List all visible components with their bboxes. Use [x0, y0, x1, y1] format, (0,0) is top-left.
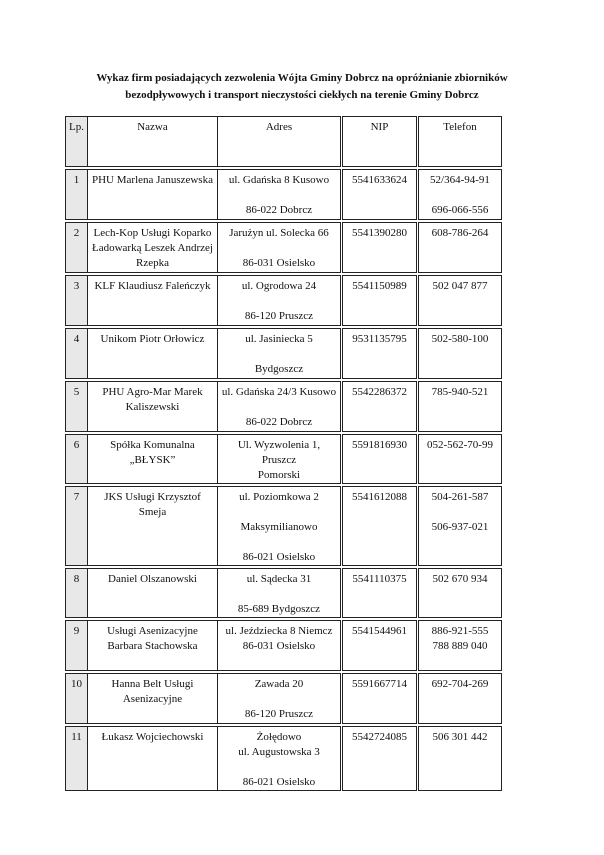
phone-line: 785-940-521 — [431, 386, 489, 398]
address-line: 86-031 Osielsko — [242, 640, 316, 652]
address-line: ul. Sądecka 31 — [246, 573, 312, 585]
header-name: Nazwa — [87, 117, 217, 167]
address-line: 86-022 Dobrcz — [245, 416, 313, 428]
address-line: ul. Jeździecka 8 Niemcz — [225, 625, 333, 637]
row-lp: 7 — [66, 487, 88, 566]
table-row — [66, 170, 502, 220]
row-name — [87, 487, 217, 566]
row-address — [217, 569, 341, 618]
address-line: ul. Gdańska 24/3 Kusowo — [221, 386, 337, 398]
phone-line: 788 889 040 — [432, 640, 488, 652]
address-line: 85-689 Bydgoszcz — [237, 603, 321, 615]
companies-table — [65, 116, 502, 791]
name-line: PHU Agro-Mar Marek — [102, 386, 203, 398]
name-line: Hanna Belt Usługi — [111, 678, 194, 690]
row-address — [217, 276, 341, 326]
address-line: ul. Jasiniecka 5 — [245, 333, 313, 345]
row-name — [87, 727, 217, 791]
name-line: PHU Marlena Januszewska — [92, 174, 213, 186]
name-line: Barbara Stachowska — [107, 640, 198, 652]
address-line — [221, 692, 337, 707]
row-lp: 9 — [66, 621, 88, 671]
row-name — [87, 621, 217, 671]
row-address — [217, 674, 341, 724]
address-line — [221, 587, 337, 602]
address-line: ul. Augustowska 3 — [238, 746, 320, 758]
row-phone — [417, 276, 501, 326]
row-address — [217, 435, 341, 484]
table-header-row — [66, 117, 502, 167]
row-phone — [417, 621, 501, 671]
row-name — [87, 435, 217, 484]
address-line: 86-120 Pruszcz — [244, 708, 314, 720]
row-address — [217, 487, 341, 566]
row-phone — [417, 674, 501, 724]
row-lp: 1 — [66, 170, 88, 220]
header-address: Adres — [217, 117, 341, 167]
address-line: Ul. Wyzwolenia 1, Pruszcz — [237, 439, 321, 466]
row-lp: 2 — [66, 223, 88, 273]
row-name — [87, 223, 217, 273]
phone-line: 886-921-555 — [431, 625, 489, 637]
row-nip: 5541150989 — [341, 276, 417, 326]
row-nip: 5541544961 — [341, 621, 417, 671]
address-line: 86-120 Pruszcz — [244, 310, 314, 322]
row-address — [217, 170, 341, 220]
row-phone — [417, 382, 501, 432]
address-line: Bydgoszcz — [254, 363, 304, 375]
row-phone — [417, 487, 501, 566]
name-line: JKS Usługi Krzysztof — [104, 491, 201, 503]
name-line: Spółka Komunalna — [110, 439, 195, 451]
row-name — [87, 170, 217, 220]
address-line — [221, 294, 337, 309]
row-nip: 5542724085 — [341, 727, 417, 791]
phone-line — [422, 505, 498, 520]
name-line: Usługi Asenizacyjne — [107, 625, 198, 637]
name-line: Lech-Kop Usługi Koparko — [93, 227, 212, 239]
phone-line: 504-261-587 — [431, 491, 489, 503]
document-title — [60, 70, 544, 104]
phone-line: 052-562-70-99 — [426, 439, 493, 451]
row-nip: 5591816930 — [341, 435, 417, 484]
table-row — [66, 569, 502, 618]
row-phone — [417, 170, 501, 220]
header-nip: NIP — [341, 117, 417, 167]
header-lp: Lp. — [66, 117, 88, 167]
row-name — [87, 569, 217, 618]
phone-line: 506-937-021 — [431, 521, 489, 533]
row-lp: 4 — [66, 329, 88, 379]
address-line: ul. Poziomkowa 2 — [239, 491, 319, 503]
address-line: Żołędowo — [256, 731, 302, 743]
name-line: Unikom Piotr Orłowicz — [100, 333, 205, 345]
table-row — [66, 276, 502, 326]
row-address — [217, 382, 341, 432]
address-line — [221, 760, 337, 775]
address-line: 86-021 Osielsko — [242, 551, 316, 563]
phone-line: 692-704-269 — [431, 678, 489, 690]
row-lp: 3 — [66, 276, 88, 326]
address-line: 86-022 Dobrcz — [245, 204, 313, 216]
row-nip: 5541633624 — [341, 170, 417, 220]
name-line: Smeja — [138, 506, 167, 518]
row-lp: 11 — [66, 727, 88, 791]
row-name — [87, 329, 217, 379]
phone-line: 502 047 877 — [432, 280, 488, 292]
address-line — [221, 535, 337, 550]
address-line: ul. Gdańska 8 Kusowo — [228, 174, 330, 186]
address-line — [221, 241, 337, 256]
name-line: „BŁYSK” — [129, 454, 176, 466]
address-line — [221, 505, 337, 520]
table-row — [66, 487, 502, 566]
row-address — [217, 727, 341, 791]
row-lp: 8 — [66, 569, 88, 618]
row-name — [87, 382, 217, 432]
table-row — [66, 382, 502, 432]
phone-line: 52/364-94-91 — [430, 174, 490, 186]
address-line — [221, 347, 337, 362]
address-line: Maksymilianowo — [240, 521, 318, 533]
row-nip: 5541612088 — [341, 487, 417, 566]
name-line: Łukasz Wojciechowski — [101, 731, 204, 743]
phone-line: 502 670 934 — [432, 573, 488, 585]
phone-line: 608-786-264 — [431, 227, 489, 239]
row-name — [87, 276, 217, 326]
name-line: Rzepka — [135, 257, 169, 269]
row-phone — [417, 329, 501, 379]
row-address — [217, 223, 341, 273]
table-row — [66, 674, 502, 724]
table-row — [66, 223, 502, 273]
address-line: 86-021 Osielsko — [242, 776, 316, 788]
row-name — [87, 674, 217, 724]
row-nip: 5591667714 — [341, 674, 417, 724]
row-phone — [417, 569, 501, 618]
address-line: 86-031 Osielsko — [242, 257, 316, 269]
table-row — [66, 621, 502, 671]
row-nip: 5541390280 — [341, 223, 417, 273]
row-nip: 9531135795 — [341, 329, 417, 379]
phone-line: 506 301 442 — [432, 731, 488, 743]
address-line: Jarużyn ul. Solecka 66 — [229, 227, 329, 239]
address-line: Pomorski — [257, 469, 301, 481]
phone-line: 502-580-100 — [431, 333, 489, 345]
name-line: Asenizacyjne — [122, 693, 183, 705]
title-line-2: bezodpływowych i transport nieczystości ciekłych na terenie Gminy Dobrcz — [125, 89, 479, 101]
name-line: KLF Klaudiusz Faleńczyk — [94, 280, 211, 292]
row-lp: 6 — [66, 435, 88, 484]
table-row — [66, 435, 502, 484]
name-line: Daniel Olszanowski — [108, 573, 197, 585]
name-line: Kaliszewski — [125, 401, 180, 413]
header-phone: Telefon — [417, 117, 501, 167]
row-lp: 10 — [66, 674, 88, 724]
name-line: Ładowarką Leszek Andrzej — [92, 242, 213, 254]
address-line: ul. Ogrodowa 24 — [241, 280, 317, 292]
row-address — [217, 329, 341, 379]
row-lp: 5 — [66, 382, 88, 432]
phone-line — [422, 188, 498, 203]
table-row — [66, 329, 502, 379]
table-row — [66, 727, 502, 791]
row-phone — [417, 727, 501, 791]
table-body — [66, 167, 502, 791]
title-line-1: Wykaz firm posiadających zezwolenia Wójta Gminy Dobrcz na opróżnianie zbiorników — [96, 72, 508, 84]
row-phone — [417, 223, 501, 273]
row-nip: 5542286372 — [341, 382, 417, 432]
row-nip: 5541110375 — [341, 569, 417, 618]
row-phone — [417, 435, 501, 484]
row-address — [217, 621, 341, 671]
address-line: Zawada 20 — [254, 678, 304, 690]
phone-line: 696-066-556 — [431, 204, 489, 216]
address-line — [221, 400, 337, 415]
address-line — [221, 188, 337, 203]
